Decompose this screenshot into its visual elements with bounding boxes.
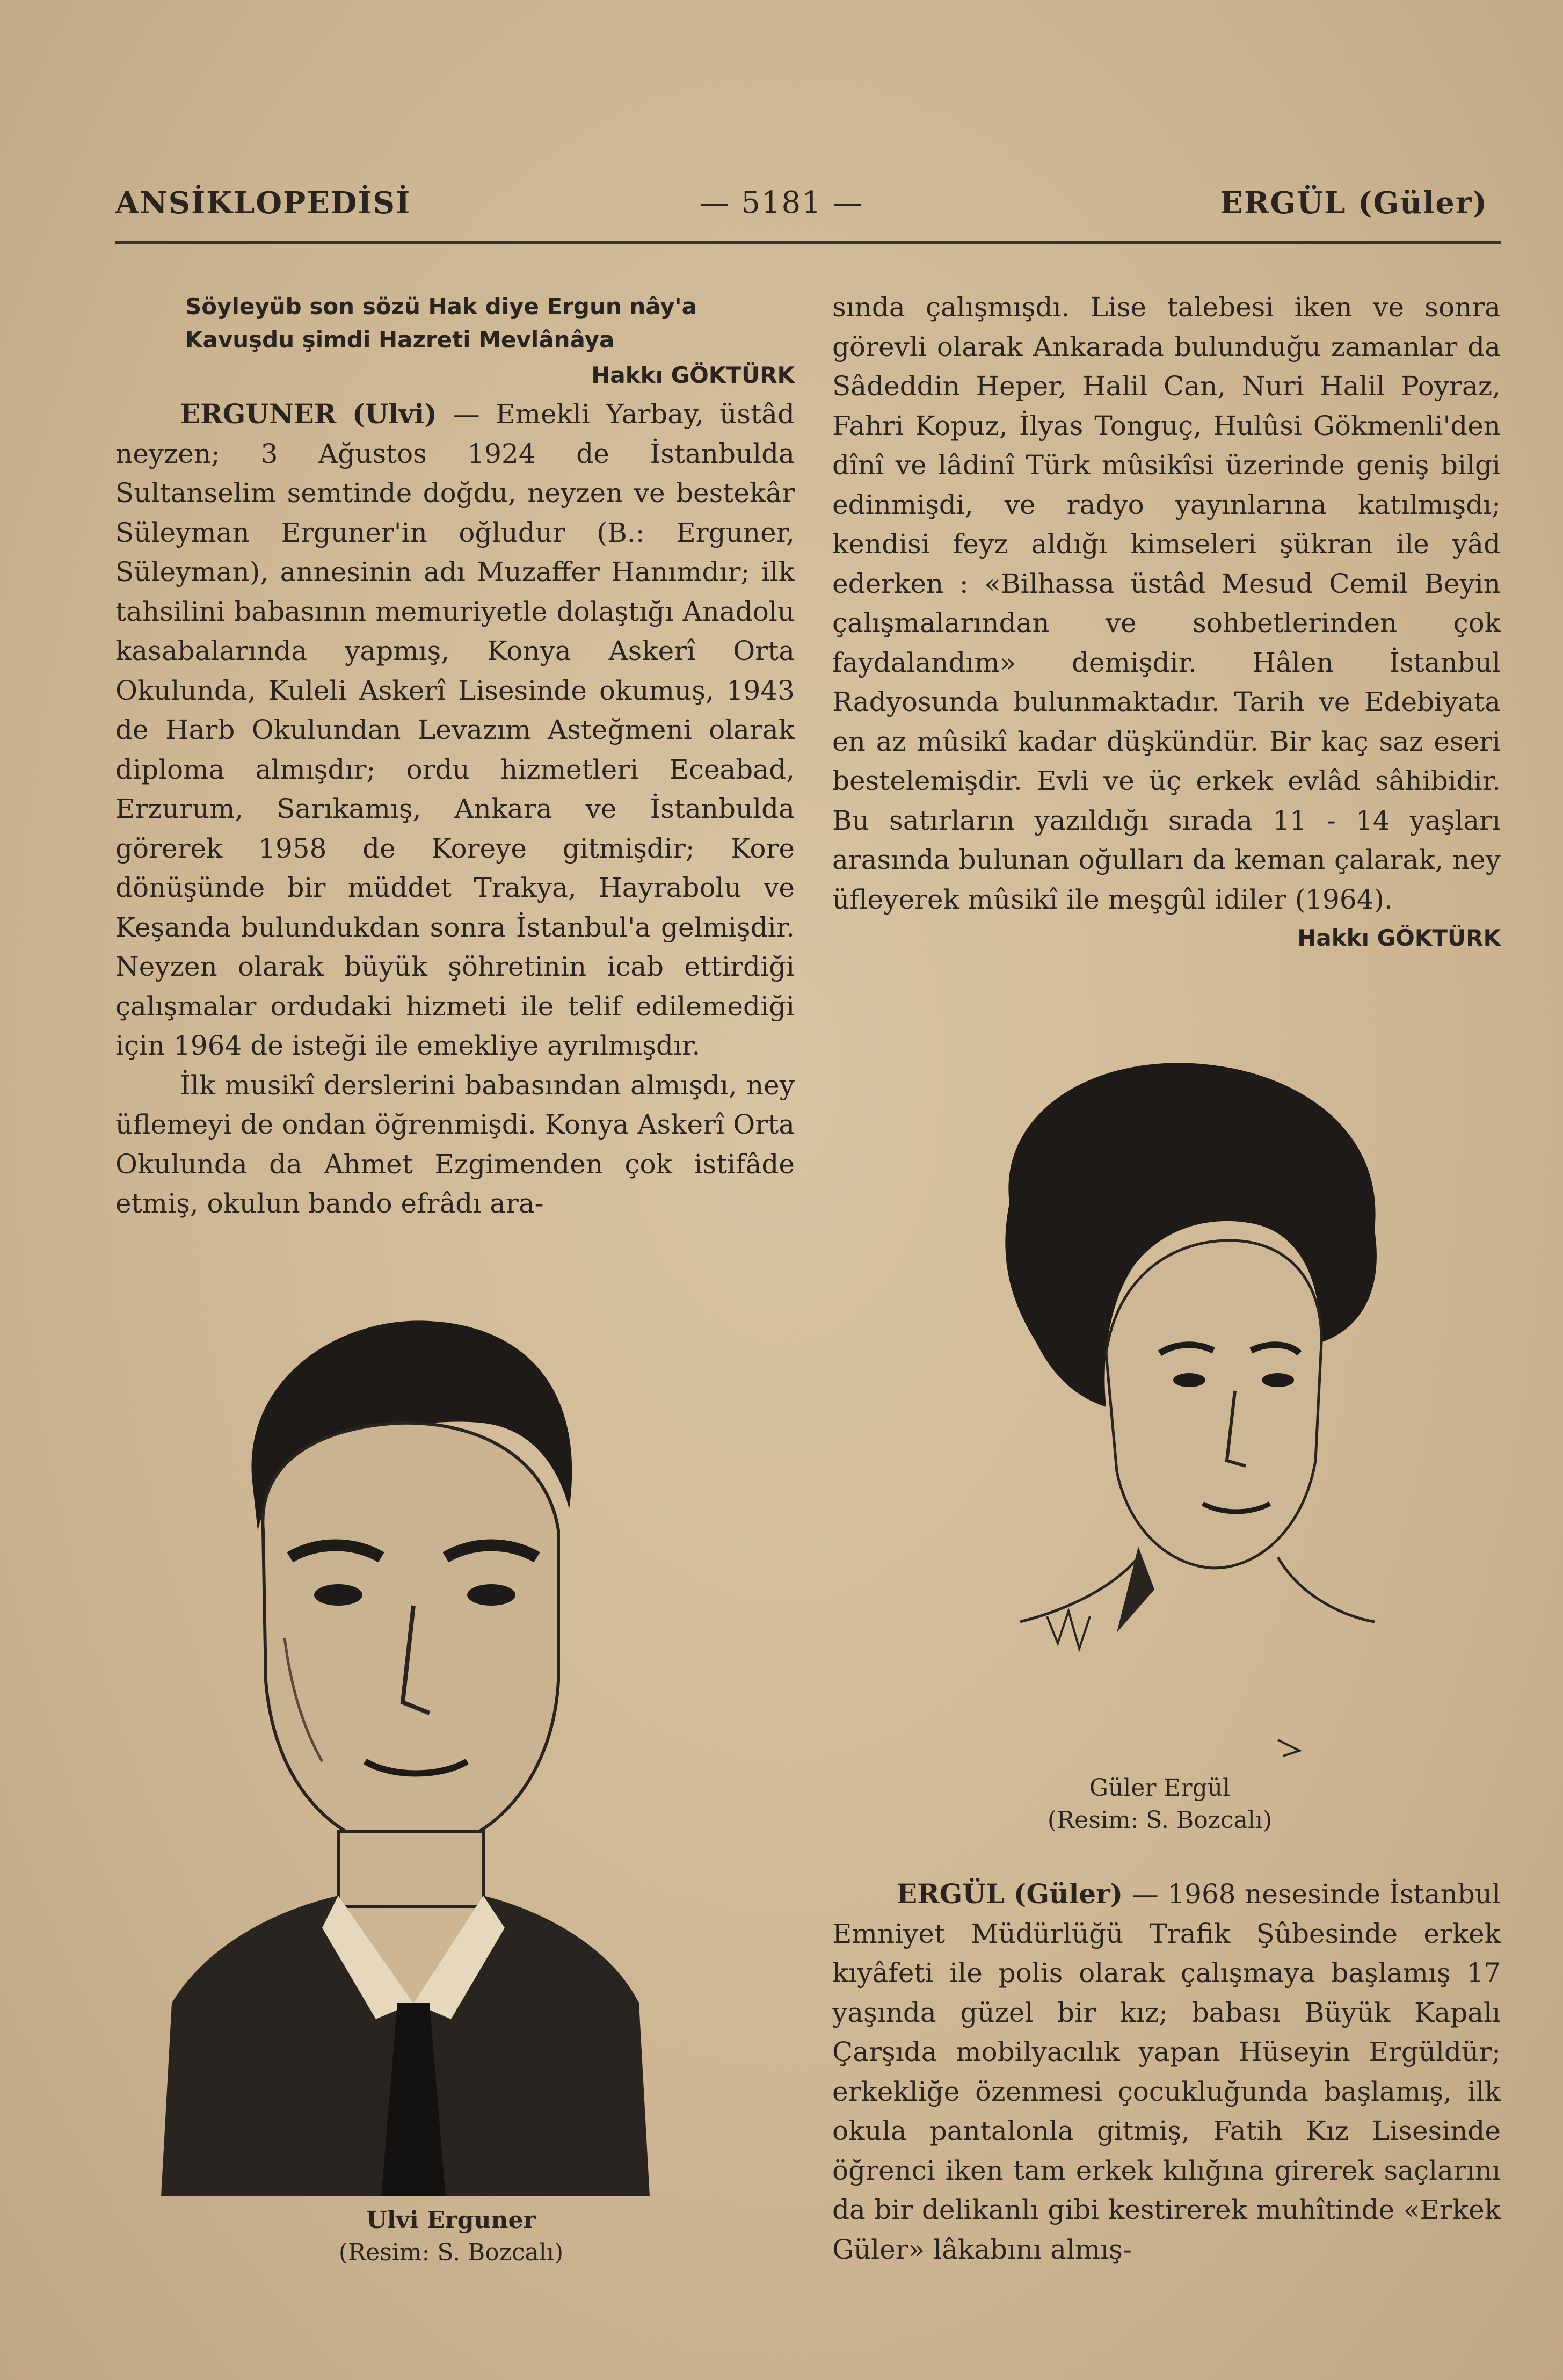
entry-signature: Hakkı GÖKTÜRK: [1297, 925, 1501, 951]
poem-line-2: Kavuşdu şimdi Hazreti Mevlânâya: [185, 326, 615, 353]
paragraph-2: İlk musikî derslerini babasından almışdı, ney üflemeyi de ondan öğrenmişdi. Konya Askerî Orta Okulunda da Ahmet Ezgimenden çok istifâde etmiş, okulun bando efrâdı ara-: [115, 1069, 795, 1219]
entry-head: ERGUNER: [180, 398, 337, 430]
entry-ergul: [832, 1874, 1501, 2269]
entry-name-ergul: (Güler): [1013, 1878, 1123, 1910]
guler-caption-name: Güler Ergül: [1089, 1774, 1231, 1802]
entry-name: (Ulvi): [352, 398, 437, 430]
poem-signature: Hakkı GÖKTÜRK: [591, 362, 795, 388]
entry-erguner: [115, 394, 795, 1066]
entry-text-ergul: — 1968 nesesinde İstanbul Emniyet Müdürlüğü Trafik Şûbesinde erkek kıyâfeti ile polis olarak çalışmaya başlamış 17 yaşında güzel bir kız; babası Büyük Kapalı Çarşıda mobilyacılık yapan Hüseyin Ergüldür; erkekliğe özenmesi çocukluğunda başlamış, ilk okula pantalonla gitmiş, Fatih Kız Lisesinde öğrenci iken tam erkek kılığına girerek saçlarını da bir delikanlı gibi kestirerek muhîtinde «Erkek Güler» lâkabını almış-: [832, 1878, 1501, 2265]
ulvi-erguner-portrait: [161, 1305, 650, 2196]
entry-head-ergul: ERGÜL: [897, 1878, 1005, 1910]
ulvi-caption-credit: (Resim: S. Bozcalı): [338, 2239, 564, 2266]
header-right: ERGÜL (Güler): [1220, 185, 1488, 221]
entry-text: — Emekli Yarbay, üstâd neyzen; 3 Ağustos 1924 de İstanbulda Sultanselim semtinde doğdu, neyzen ve bestekâr Süleyman Erguner'in oğludur (B.: Erguner, Süleyman), annesinin adı Muzaffer Hanımdır; ilk tahsilini babasının memuriyetle dolaştığı Anadolu kasabalarında yapmış, Konya Askerî Orta Okulunda, Kuleli Askerî Lisesinde okumuş, 1943 de Harb Okulundan Levazım Asteğmeni olarak diploma almışdır; ordu hizmetleri Eceabad, Erzurum, Sarıkamış, Ankara ve İstanbulda görerek 1958 de Koreye gitmişdir; Kore dönüşünde bir müddet Trakya, Hayrabolu ve Keşanda bulundukdan sonra İstanbul'a gelmişdir. Neyzen olarak büyük şöhretinin icab ettirdiği çalışmalar ordudaki hizmeti ile telif edilemediği için 1964 de isteği ile emekliye ayrılmışdır.: [115, 398, 795, 1061]
ulvi-caption: [301, 2204, 601, 2269]
guler-caption: [1009, 1772, 1310, 1837]
poem-line-1: Söyleyüb son sözü Hak diye Ergun nây'a: [185, 293, 697, 320]
right-column-top: [832, 288, 1501, 957]
guler-ergul-portrait: [977, 1053, 1396, 1761]
left-column: [115, 290, 795, 1224]
guler-caption-credit: (Resim: S. Bozcalı): [1047, 1806, 1273, 1834]
right-column-bottom: [832, 1874, 1501, 2269]
paragraph-continued: sında çalışmışdı. Lise talebesi iken ve sonra görevli olarak Ankarada bulunduğu zamanlar da Sâdeddin Heper, Halil Can, Nuri Halil Poyraz, Fahri Kopuz, İlyas Tonguç, Hulûsi Gökmenli'den dînî ve lâdinî Türk mûsikîsi üzerinde geniş bilgi edinmişdi, ve radyo yayınlarına katılmışdı; kendisi feyz aldığı kimseleri şükran ile yâd ederken : «Bilhassa üstâd Mesud Cemil Beyin çalışmalarından ve sohbetlerinden çok faydalandım» demişdir. Hâlen İstanbul Radyosunda bulunmaktadır. Tarih ve Edebiyata en az mûsikî kadar düşkündür. Bir kaç saz eseri bestelemişdir. Evli ve üç erkek evlâd sâhibidir. Bu satırların yazıldığı sırada 11 - 14 yaşları arasında bulunan oğulları da keman çalarak, ney üfleyerek mûsikî ile meşgûl idiler (1964).: [832, 292, 1501, 915]
ulvi-caption-name: Ulvi Erguner: [366, 2207, 536, 2234]
header-left: ANSİKLOPEDİSİ: [115, 185, 411, 221]
header-rule: [115, 241, 1501, 244]
page-number: — 5181 —: [699, 185, 864, 220]
